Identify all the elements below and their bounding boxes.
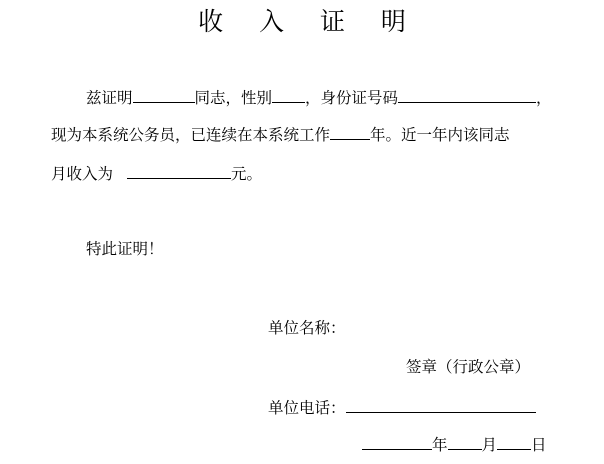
year-label: 年: [432, 436, 448, 454]
date-row: [362, 433, 547, 455]
month-label: 月: [481, 436, 498, 454]
text-certify: 兹证明: [86, 89, 133, 107]
day-label: 日: [531, 436, 547, 454]
name-blank[interactable]: [133, 86, 195, 103]
day-blank[interactable]: [497, 433, 531, 450]
unit-name-label: 单位名称：: [268, 319, 346, 337]
closing-text: 特此证明！: [86, 240, 164, 258]
paragraph-line-2: [51, 123, 510, 145]
years-blank[interactable]: [330, 123, 370, 140]
seal-label: 签章（行政公章）: [406, 358, 531, 376]
text-year-recent: 年。近一年内该同志: [370, 126, 510, 144]
text-comrade-gender: 同志，性别: [194, 89, 273, 107]
id-number-blank[interactable]: [398, 86, 536, 103]
page-title: 收 入 证 明: [198, 7, 420, 36]
unit-phone-row: [268, 396, 536, 418]
text-civil-servant: 现为本系统公务员，已连续在本系统工作: [51, 126, 331, 144]
month-blank[interactable]: [448, 433, 482, 450]
text-id-number: ，身份证号码: [305, 89, 399, 107]
text-yuan: 元。: [231, 165, 263, 183]
unit-phone-blank[interactable]: [346, 396, 536, 413]
paragraph-line-1: [86, 86, 552, 108]
income-blank[interactable]: [127, 162, 231, 179]
gender-blank[interactable]: [272, 86, 305, 103]
paragraph-line-3: [51, 162, 262, 184]
text-monthly-income: 月收入为: [51, 165, 114, 183]
text-comma: ，: [536, 89, 552, 107]
year-blank[interactable]: [362, 433, 432, 450]
unit-phone-label: 单位电话：: [268, 399, 346, 417]
